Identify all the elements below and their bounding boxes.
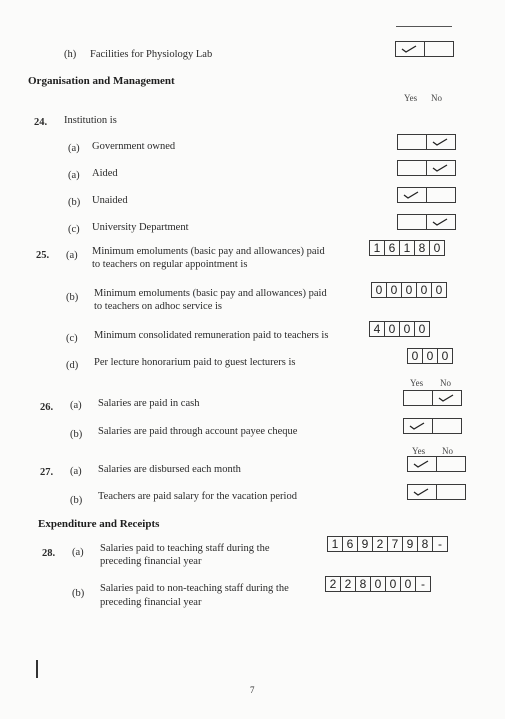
yes-no-box-h <box>396 41 454 57</box>
digit-box: 1 <box>369 240 385 256</box>
no-checkbox[interactable] <box>426 134 456 150</box>
yes-checkbox[interactable] <box>397 134 427 150</box>
q25-b-label: (b) <box>66 292 79 303</box>
digit-box: 0 <box>422 348 438 364</box>
q25-a-value-boxes <box>370 240 445 256</box>
digit-box: 8 <box>414 240 430 256</box>
digit-box: 8 <box>355 576 371 592</box>
no-checkbox[interactable] <box>426 214 456 230</box>
q25-c-value-boxes <box>370 321 430 337</box>
yes-label: Yes <box>404 93 418 103</box>
yes-checkbox[interactable] <box>403 390 433 406</box>
no-checkbox[interactable] <box>432 390 462 406</box>
digit-box: 6 <box>384 240 400 256</box>
no-checkbox[interactable] <box>426 160 456 176</box>
section-expenditure: Expenditure and Receipts <box>38 518 160 530</box>
check-mark-icon <box>403 191 419 199</box>
digit-box: 0 <box>384 321 400 337</box>
check-mark-icon <box>401 45 417 53</box>
digit-box: - <box>415 576 431 592</box>
q25-d-value-boxes <box>408 348 453 364</box>
q26-b-label: (b) <box>70 429 83 440</box>
no-label: No <box>431 93 442 103</box>
q28-a-value-boxes <box>328 536 448 552</box>
q25-d-text: Per lecture honorarium paid to guest lecturers is <box>94 357 296 368</box>
digit-box: 0 <box>431 282 447 298</box>
check-mark-icon <box>413 488 429 496</box>
yes-no-box-q27b <box>408 484 466 500</box>
q24-opt-label: (a) <box>68 170 80 181</box>
digit-box: 0 <box>407 348 423 364</box>
digit-box: 4 <box>369 321 385 337</box>
q24-opt-text: University Department <box>92 222 189 233</box>
q28-number: 28. <box>42 548 56 559</box>
digit-box: 2 <box>372 536 388 552</box>
yes-checkbox[interactable] <box>395 41 425 57</box>
yes-checkbox[interactable] <box>407 456 437 472</box>
no-label: No <box>442 446 453 456</box>
q27-number: 27. <box>40 467 54 478</box>
yes-no-box-q24b <box>398 160 456 176</box>
q28-b-text-line2: preceding financial year <box>100 597 202 608</box>
digit-box: 0 <box>400 576 416 592</box>
q27-a-text: Salaries are disbursed each month <box>98 464 241 475</box>
digit-box: 0 <box>437 348 453 364</box>
yes-checkbox[interactable] <box>407 484 437 500</box>
digit-box: 1 <box>399 240 415 256</box>
digit-box: 0 <box>385 576 401 592</box>
q24-opt-text: Aided <box>92 168 118 179</box>
q28-a-text-line2: preceding financial year <box>100 556 202 567</box>
digit-box: 9 <box>357 536 373 552</box>
top-rule <box>396 26 452 27</box>
q28-b-value-boxes <box>326 576 431 592</box>
item-h-text: Facilities for Physiology Lab <box>90 49 213 60</box>
q25-c-text: Minimum consolidated remuneration paid to teachers is <box>94 330 329 341</box>
q27-a-label: (a) <box>70 466 82 477</box>
digit-box: 6 <box>342 536 358 552</box>
digit-box: 2 <box>340 576 356 592</box>
q25-b-value-boxes <box>372 282 447 298</box>
q25-number: 25. <box>36 250 50 261</box>
digit-box: 0 <box>416 282 432 298</box>
q25-a-text-line1: Minimum emoluments (basic pay and allowances) paid <box>92 246 325 257</box>
digit-box: 0 <box>414 321 430 337</box>
no-checkbox[interactable] <box>436 456 466 472</box>
q26-b-text: Salaries are paid through account payee cheque <box>98 426 298 437</box>
check-mark-icon <box>413 460 429 468</box>
digit-box: 1 <box>327 536 343 552</box>
q26-a-text: Salaries are paid in cash <box>98 398 200 409</box>
check-mark-icon <box>409 422 425 430</box>
yes-no-box-q27a <box>408 456 466 472</box>
yes-checkbox[interactable] <box>397 214 427 230</box>
q24-opt-label: (c) <box>68 224 80 235</box>
no-checkbox[interactable] <box>436 484 466 500</box>
yes-no-box-q26a <box>404 390 462 406</box>
yes-label: Yes <box>412 446 426 456</box>
q25-b-text-line1: Minimum emoluments (basic pay and allowances) paid <box>94 288 327 299</box>
digit-box: 0 <box>429 240 445 256</box>
q28-a-label: (a) <box>72 547 84 558</box>
q25-b-text-line2: to teachers on adhoc service is <box>94 301 222 312</box>
q28-a-text-line1: Salaries paid to teaching staff during the <box>100 543 270 554</box>
q28-b-text-line1: Salaries paid to non-teaching staff during the <box>100 583 289 594</box>
digit-box: 2 <box>325 576 341 592</box>
yes-label: Yes <box>410 378 424 388</box>
yes-checkbox[interactable] <box>397 160 427 176</box>
q24-text: Institution is <box>64 115 117 126</box>
q24-opt-label: (b) <box>68 197 81 208</box>
digit-box: 0 <box>401 282 417 298</box>
q26-a-label: (a) <box>70 400 82 411</box>
q24-number: 24. <box>34 117 48 128</box>
q25-d-label: (d) <box>66 360 79 371</box>
check-mark-icon <box>432 138 448 146</box>
q24-opt-text: Government owned <box>92 141 176 152</box>
page-number: 7 <box>250 685 255 695</box>
q26-number: 26. <box>40 402 54 413</box>
item-h-label: (h) <box>64 49 77 60</box>
q24-opt-text: Unaided <box>92 195 128 206</box>
digit-box: 9 <box>402 536 418 552</box>
digit-box: 8 <box>417 536 433 552</box>
q25-a-label: (a) <box>66 250 78 261</box>
check-mark-icon <box>432 164 448 172</box>
q27-b-label: (b) <box>70 495 83 506</box>
digit-box: 0 <box>370 576 386 592</box>
yes-checkbox[interactable] <box>403 418 433 434</box>
yes-checkbox[interactable] <box>397 187 427 203</box>
section-organisation: Organisation and Management <box>28 75 175 87</box>
digit-box: 0 <box>371 282 387 298</box>
q28-b-label: (b) <box>72 588 85 599</box>
yes-no-box-q24d <box>398 214 456 230</box>
digit-box: 7 <box>387 536 403 552</box>
no-checkbox[interactable] <box>424 41 454 57</box>
digit-box: 0 <box>399 321 415 337</box>
q25-a-text-line2: to teachers on regular appointment is <box>92 259 248 270</box>
q24-opt-label: (a) <box>68 143 80 154</box>
yes-no-box-q26b <box>404 418 462 434</box>
q25-c-label: (c) <box>66 333 78 344</box>
no-label: No <box>440 378 451 388</box>
no-checkbox[interactable] <box>432 418 462 434</box>
yes-no-box-q24a <box>398 134 456 150</box>
yes-no-box-q24c <box>398 187 456 203</box>
q27-b-text: Teachers are paid salary for the vacation period <box>98 491 297 502</box>
digit-box: 0 <box>386 282 402 298</box>
margin-mark <box>36 660 38 678</box>
check-mark-icon <box>438 394 454 402</box>
check-mark-icon <box>432 218 448 226</box>
no-checkbox[interactable] <box>426 187 456 203</box>
digit-box: - <box>432 536 448 552</box>
